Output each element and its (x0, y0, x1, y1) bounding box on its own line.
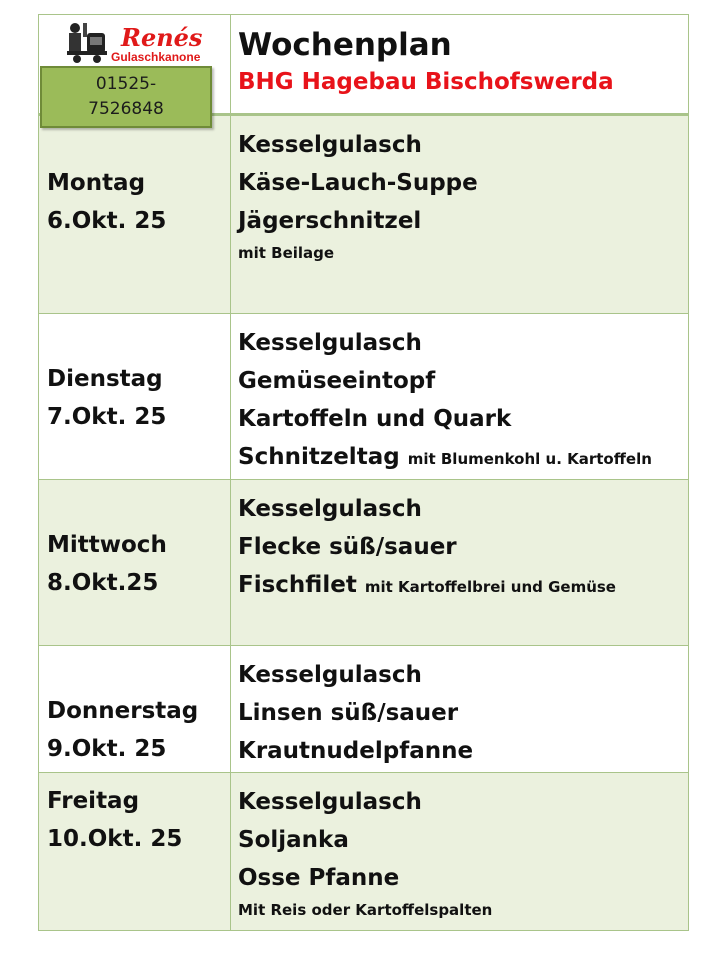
day-row-montag (39, 115, 688, 313)
menu-item: Käse-Lauch-Suppe (238, 170, 478, 196)
menu-item: Jägerschnitzel (238, 208, 422, 234)
logo-brand: Renés (121, 23, 203, 52)
menu-item-note: mit Blumenkohl u. Kartoffeln (407, 450, 652, 468)
day-cell (39, 314, 231, 479)
menu-table (38, 14, 689, 931)
logo-subtitle: Gulaschkanone (111, 50, 201, 64)
day-date: 8.Okt.25 (47, 570, 159, 596)
phone-number-badge (40, 66, 212, 128)
menu-cell (231, 646, 688, 772)
phone-line-2: 7526848 (88, 99, 164, 119)
menu-item (238, 566, 688, 606)
menu-note: mit Beilage (238, 244, 335, 262)
day-name: Montag (47, 170, 146, 196)
day-date: 6.Okt. 25 (47, 208, 167, 234)
menu-item-note: mit Kartoffelbrei und Gemüse (364, 578, 616, 596)
day-row-donnerstag (39, 645, 688, 772)
menu-item (238, 438, 688, 478)
page-title: Wochenplan (238, 27, 452, 63)
day-date: 10.Okt. 25 (47, 826, 183, 852)
menu-item: Osse Pfanne (238, 865, 400, 891)
menu-cell (231, 773, 688, 930)
menu-item: Gemüseeintopf (238, 368, 436, 394)
day-row-dienstag (39, 313, 688, 479)
day-cell (39, 480, 231, 645)
day-name: Freitag (47, 788, 140, 814)
header-cell (231, 15, 688, 113)
logo (63, 19, 223, 67)
menu-item: Kesselgulasch (238, 330, 422, 356)
menu-note: Mit Reis oder Kartoffelspalten (238, 901, 493, 919)
menu-item-text: Fischfilet (238, 572, 357, 598)
menu-item: Flecke süß/sauer (238, 534, 457, 560)
day-date: 7.Okt. 25 (47, 404, 167, 430)
menu-item: Krautnudelpfanne (238, 738, 474, 764)
day-date: 9.Okt. 25 (47, 736, 167, 762)
chef-cauldron-icon (63, 19, 109, 65)
day-row-mittwoch (39, 479, 688, 645)
day-row-freitag (39, 772, 688, 930)
menu-item: Kesselgulasch (238, 132, 422, 158)
location-subtitle: BHG Hagebau Bischofswerda (238, 69, 614, 95)
menu-item: Kesselgulasch (238, 662, 422, 688)
menu-item: Kesselgulasch (238, 789, 422, 815)
day-name: Donnerstag (47, 698, 199, 724)
menu-item: Soljanka (238, 827, 349, 853)
menu-item: Linsen süß/sauer (238, 700, 459, 726)
phone-line-1: 01525- (95, 74, 157, 94)
day-cell (39, 773, 231, 930)
menu-item: Kartoffeln und Quark (238, 406, 512, 432)
menu-cell (231, 480, 688, 645)
menu-cell (231, 116, 688, 313)
day-cell (39, 116, 231, 313)
day-name: Dienstag (47, 366, 163, 392)
menu-item: Kesselgulasch (238, 496, 422, 522)
day-cell (39, 646, 231, 772)
menu-cell (231, 314, 688, 479)
menu-item-text: Schnitzeltag (238, 444, 400, 470)
day-name: Mittwoch (47, 532, 167, 558)
